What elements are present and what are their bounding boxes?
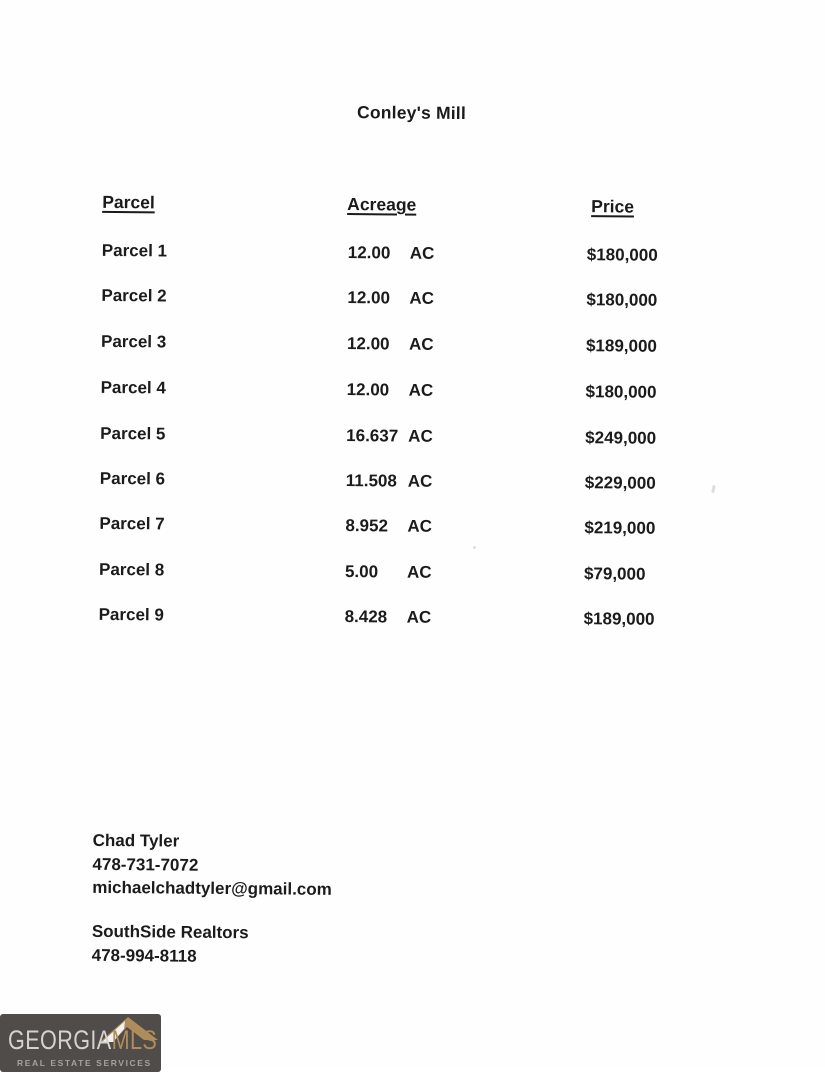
table-row: [0, 423, 821, 452]
parcel-label: Parcel 2: [101, 285, 167, 306]
acreage-unit: AC: [406, 607, 432, 627]
georgia-mls-logo: [0, 1014, 161, 1072]
table-row: [0, 513, 820, 542]
contact-agent-name: Chad Tyler: [92, 830, 180, 851]
logo-brand-text: [8, 1027, 157, 1054]
table-row: [0, 559, 820, 588]
price-value: $189,000: [585, 336, 657, 356]
acreage-value: 12.00: [346, 380, 390, 400]
logo-tagline: REAL ESTATE SERVICES: [17, 1058, 152, 1068]
acreage-value: 12.00: [347, 243, 391, 263]
column-header-parcel: Parcel: [102, 191, 155, 213]
parcel-label: Parcel 1: [101, 240, 168, 261]
acreage-unit: AC: [406, 562, 432, 582]
contact-office-phone: 478-994-8118: [91, 945, 197, 966]
acreage-value: 12.00: [346, 334, 390, 354]
parcel-label: Parcel 5: [100, 423, 166, 444]
price-value: $249,000: [585, 428, 657, 448]
parcel-label: Parcel 8: [98, 559, 165, 580]
price-value: $180,000: [585, 382, 657, 402]
contact-agent-email: michaelchadtyler@gmail.com: [92, 877, 332, 899]
acreage-unit: AC: [407, 516, 433, 536]
acreage-unit: AC: [408, 334, 434, 354]
acreage-unit: AC: [407, 471, 433, 491]
acreage-unit: AC: [408, 380, 434, 400]
price-value: $79,000: [583, 564, 646, 584]
logo-text-georgia: GEORGIA: [8, 1025, 112, 1055]
parcel-label: Parcel 7: [99, 513, 165, 534]
acreage-value: 8.428: [344, 607, 388, 627]
parcel-label: Parcel 3: [100, 331, 167, 352]
acreage-unit: AC: [408, 426, 433, 446]
price-value: $229,000: [584, 473, 656, 493]
parcel-label: Parcel 4: [100, 377, 166, 398]
parcel-label: Parcel 9: [98, 604, 164, 625]
table-row: [0, 604, 820, 633]
contact-office-name: SouthSide Realtors: [91, 921, 249, 943]
price-value: $180,000: [586, 245, 658, 265]
acreage-unit: AC: [409, 288, 435, 308]
acreage-value: 11.508: [345, 471, 397, 491]
acreage-value: 12.00: [347, 288, 391, 308]
acreage-value: 8.952: [345, 516, 389, 536]
scan-artifact: [473, 546, 476, 549]
price-value: $180,000: [586, 290, 658, 310]
table-row: [0, 468, 821, 497]
table-row: [0, 331, 822, 360]
page-title: Conley's Mill: [357, 102, 467, 124]
acreage-value: 16.637: [346, 426, 399, 446]
price-value: $189,000: [583, 609, 655, 629]
parcel-label: Parcel 6: [99, 468, 166, 489]
column-header-acreage: Acreage: [347, 194, 417, 215]
contact-agent-phone: 478-731-7072: [92, 854, 199, 875]
acreage-value: 5.00: [344, 562, 379, 582]
table-row: [0, 377, 822, 406]
price-value: $219,000: [584, 518, 656, 538]
table-row: [0, 285, 822, 314]
table-row: [0, 240, 823, 269]
column-header-price: Price: [591, 196, 635, 217]
acreage-unit: AC: [409, 243, 435, 263]
logo-text-mls: MLS: [111, 1025, 158, 1055]
